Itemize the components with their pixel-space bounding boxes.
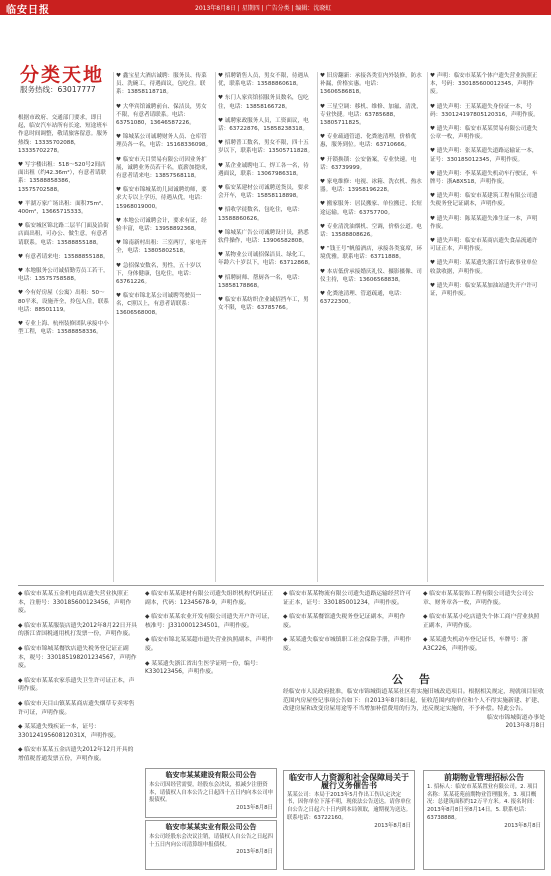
issue-info: 2013年8月8日 | 星期四 | 广告分类 | 编辑：沈晓虹: [195, 5, 332, 12]
box-body: 某某公司：本局于2013年5月作出工伤认定决定书，因你单位下落不明，现依法公告送达。请你单位自公告之日起六十日内到本局领取，逾期视为送达。联系电话：63722160。: [287, 791, 411, 821]
box-date: 2013年8月8日: [236, 849, 273, 856]
classified-item: ♥ 本地公司诚聘会计，要求有证，经验丰富，电话：13958892368。: [116, 217, 207, 233]
box-title: 临安市人力资源和社会保障局关于履行义务催告书: [289, 773, 409, 790]
box-title: 前期物业管理招标公告: [444, 773, 524, 782]
classified-item: ♥ 招聘普工数名，男女不限，四十五岁以下，联系电话：13505711828。: [218, 140, 314, 155]
public-notice: [283, 673, 545, 730]
classified-item: ♥ 搬家服务：居民搬家、单位搬迁、长短途运输。电话：63757700。: [320, 201, 422, 216]
box-date: 2013年8月8日: [504, 822, 541, 829]
box-title: 临安市某某实业有限公司公告: [165, 823, 257, 831]
classified-item: ♥ 临安城区锦北路二层半门面及沿街店面出租，可办公、做生意，有意者请联系。电话：13588855188。: [18, 223, 109, 246]
classified-item: ◆ 临安市某某农业开发有限公司遗失开户许可证，核准号：J3310001234501，声明作废。: [145, 614, 274, 629]
classified-item: ♥ 遗失声明：临安市某商店遗失食品流通许可证正本，声明作废。: [430, 238, 538, 253]
public-notice-signature: 临安市锦城街道办事处: [487, 714, 545, 721]
classified-item: ♥ 临安某建材公司诚聘送货员，要求会开车，电话：15858118898。: [218, 185, 309, 200]
classified-item: ♥ 锦城某公司诚聘财务人员、仓库管理员各一名，电话：15168336098。: [116, 134, 212, 149]
classified-item: ♥ 本地服务公司诚招勤劳员工若干，电话：13575758588。: [18, 268, 109, 283]
classified-item: ♥ 临安市天目贸易有限公司因业务扩展，诚聘业务员若干名，底薪加提成，有意者请来电：13857568118。: [116, 156, 212, 180]
classified-item: ♥ 临安市锦城某幼儿园诚聘幼师，要求大专以上学历，待遇从优，电话：15968019000。: [116, 187, 207, 210]
classified-item: ◆ 临安市某某五金店遗失2012年12月开具的增值税普通发票五份，声明作废。: [18, 747, 134, 762]
public-notice-title: 公 告: [392, 673, 436, 686]
classified-item: ◆ 临安市锦城某餐饮店遗失税务登记证正副本，税号：330185198201234567，声明作废。: [18, 645, 137, 670]
classified-item: ◆ 某某遗失机动车登记证书，车牌号：浙A3C226，声明作废。: [423, 637, 528, 652]
classified-item: ♥ 今有好房屋（公寓）出租：50～80平米，设施齐全，拎包入住，联系电话：88501119。: [18, 290, 110, 313]
classified-item: ♥ “钱王号”帆船酒店，承接各类宴席，环境优雅。联系电话：63711888。: [320, 246, 423, 261]
classified-item: ♥ 三星空调：移机、维修、加氟、清洗，专业快捷。电话：63785688，13805711825。: [320, 103, 422, 127]
classified-item: ♥ 有意者请来电：13588855188。: [18, 253, 109, 260]
classified-item: ♥ 某物业公司诚招保洁员、绿化工，年龄六十岁以下，电话：63712868。: [218, 252, 314, 267]
classified-item: ♥ 开锁换锁：公安备案，专业快速。电话：63739999。: [320, 156, 417, 171]
section-divider: [18, 585, 544, 586]
classified-item: ♥ 化粪池清理、管道疏通，电话：63722300。: [320, 291, 406, 306]
classified-item: ♥ 专业疏通管道、化粪池清理，价格优惠，服务到位。电话：63710666。: [320, 134, 417, 149]
classified-item: ♥ 专业上海、杭州装修团队承接中小型工程，电话：13588858336。: [18, 321, 109, 336]
column-divider: [427, 72, 428, 582]
classified-item: ◆ 某某遗失残疾证一本，证号：33012419560812031X，声明作废。: [18, 724, 120, 739]
classified-item: ♥ 鑫宝星大酒店诚聘：服务员、传菜员、洗碗工，待遇面议，包吃住。联系：13858118718。: [116, 73, 207, 96]
classified-item: ♥ 写字楼出租：518～520号2间店面出租（约42.36m²），有意者请联系：13588858386，13575702588。: [18, 162, 107, 193]
classified-item: ♥ 锦南新村出租：三室两厅，家电齐全，电话：13805802518。: [116, 240, 207, 255]
public-notice-date: 2013年8月8日: [505, 723, 545, 730]
classified-item: ♥ 招聘厨师、帮厨各一名，电话：13858178868。: [218, 274, 304, 289]
classified-item: ♥ 遗失声明：临安市某某贸易有限公司遗失公章一枚，声明作废。: [430, 126, 538, 141]
classified-item: ♥ 家电维修：电视、冰箱、洗衣机、热水器。电话：13958196228。: [320, 179, 422, 194]
company-notice-box: [145, 768, 277, 818]
tender-notice-box: [423, 770, 545, 870]
classified-item: ♥ 遗失声明：某某遗失浙江省行政事业单位收款收据，声明作废。: [430, 260, 538, 275]
classified-item: ♥ 遗失声明：陈某某遗失准生证一本，声明作废。: [430, 215, 538, 230]
classified-column-2: [116, 72, 212, 582]
classified-item: ♥ 平湖万家广场出租：面积75m²、400m²，13665715333。: [18, 200, 107, 216]
box-title: 临安市某某建设有限公司公告: [165, 771, 257, 779]
classified-item: ♥ 临安市锦北某公司诚聘驾驶员一名，C照以上，有意者请联系：13606568008。: [116, 293, 202, 316]
classified-item: ◆ 临安市某某小吃店遗失个体工商户营业执照正副本，声明作废。: [423, 614, 540, 629]
classified-item: ◆ 某某遗失临安市城镇职工社会保险手册，声明作废。: [283, 637, 412, 652]
column-divider: [215, 72, 216, 582]
classified-item: ♥ 诚聘家政服务人员，工资面议，电话：63722876，15858238318。: [218, 117, 309, 133]
classified-item: ◆ 临安市某某五金机电商店遗失营业执照正本，注册号：330185600123456，声明作废。: [18, 591, 132, 615]
company-notice-box: [145, 820, 277, 870]
classified-item: 根据市政府、交通部门要求，即日起，临安汽车站所有长途、短途班车作息时间调整，敬请旅客留意。服务热线：13335702088，13335702278。: [18, 115, 108, 154]
public-notice-body: 经临安市人民政府批准，临安市锦城街道某某社区将实施旧城改造项目。根据相关规定，现就项目征收范围内房屋登记事项公告如下：自2013年8月8日起，征收范围内的单位和个人不得实施新建、扩建、改建房屋和改变房屋用途等不当增加补偿费用的行为，违反规定实施的，不予补偿。特此公告。: [283, 689, 544, 713]
classified-item: ♥ 锦城某广告公司诚聘设计员，熟悉软件操作，电话：13906582808。: [218, 229, 309, 245]
classified-item: ◆ 临安市某某物流有限公司遗失道路运输经营许可证正本，证号：330185001234，声明作废。: [283, 591, 412, 606]
box-date: 2013年8月8日: [236, 805, 273, 812]
classified-item: ◆ 某某遗失浙江省出生医学证明一份，编号：K330123456，声明作废。: [145, 660, 262, 676]
box-body: 本公司经股东会决议注销，请债权人自公告之日起四十五日内向公司清算组申报债权。: [149, 833, 273, 848]
classified-item: ◆ 临安市天目山镇某某商店遗失烟草专卖零售许可证，声明作废。: [18, 700, 135, 716]
newspaper-logo: 临安日报: [6, 5, 50, 16]
classified-item: ♥ 招聘销售人员，男女不限，待遇从优，联系电话：13588860618。: [218, 73, 309, 88]
classified-column-1: [18, 114, 111, 582]
classified-item: ♥ 旧房翻新：承接各类室内外装修，防水补漏，价格实惠。电话：13606586818。: [320, 73, 422, 96]
masthead: [0, 0, 551, 15]
classified-column-3: [218, 72, 314, 582]
classified-item: ♥ 专业清洗油烟机、空调，价格公道。电话：13588808626。: [320, 223, 422, 239]
classified-item: ◆ 临安市某某农家乐遗失卫生许可证正本，声明作废。: [18, 677, 135, 693]
column-divider: [113, 72, 114, 582]
classified-item: ♥ 某企业诚聘电工、焊工各一名，待遇面议，联系：13067986318。: [218, 162, 309, 177]
classified-item: ♥ 声明：临安市某某个体户遗失营业执照正本，号码：330185600012345，声明作废。: [430, 73, 538, 96]
classified-item: ♥ 遗失声明：李某某遗失机动车行驶证，车牌号：浙A8X518，声明作废。: [430, 170, 538, 186]
classified-item: ◆ 临安市某某建材有限公司遗失组织机构代码证正副本，代码：12345678-9，声明作废。: [145, 591, 274, 606]
classified-item: ♥ 急招保安数名，男性，五十岁以下，身体健康，包吃住，电话：63761226。: [116, 262, 202, 286]
notice-column-1: [18, 590, 138, 860]
classified-item: ♥ 遗失声明：王某某遗失身份证一本，号码：330124197805120316，声明作废。: [430, 103, 539, 118]
box-body: 本公司因经营需要，经股东会决议，拟减少注册资本，请债权人自本公告之日起四十五日内向本公司申报债权。: [149, 781, 273, 804]
classified-item: ♥ 本店低价承接婚庆礼仪、摄影摄像、司仪主持，电话：13606568838。: [320, 268, 422, 283]
hr-bureau-notice-box: [283, 770, 415, 870]
column-divider: [317, 72, 318, 582]
classified-item: ♥ 招收学徒数名，包吃住，电话：13588860626。: [218, 207, 304, 222]
classified-item: ◆ 临安市锦北某某超市遗失营业执照副本，声明作废。: [145, 637, 274, 652]
notice-column-2: [145, 590, 277, 760]
box-date: 2013年8月8日: [374, 822, 411, 829]
notice-column-3: [283, 590, 415, 680]
section-title: 分类天地: [20, 64, 105, 86]
classified-item: ◆ 临安市某某服装店遗失2012年8月22日开具的浙江省国税通用机打发票一份，声明作废。: [18, 622, 138, 638]
classified-item: ◆ 临安市某某餐馆遗失税务登记证副本，声明作废。: [283, 614, 406, 629]
classified-item: ♥ 东门人家宾馆招服务员数名，包吃住，电话：13858166728。: [218, 95, 309, 110]
classified-column-4: [320, 72, 424, 582]
hotline: 服务热线：63017777: [20, 85, 96, 94]
classified-item: ♥ 遗失声明：张某某遗失道路运输证一本，证号：330185012345，声明作废。: [430, 148, 538, 163]
classified-column-5: [430, 72, 540, 582]
box-body: 1. 招标人：临安市某某置业有限公司。2. 项目名称：某某花苑前期物业管理服务。3. 项目概况：总建筑面积约12万平方米。4. 报名时间：2013年8月8日至8月14日。5. 联系电话：63738888。: [427, 783, 538, 821]
classified-item: ♥ 遗失声明：临安某某加油站遗失开户许可证，声明作废。: [430, 282, 538, 298]
classified-item: ◆ 临安市某某装饰工程有限公司遗失公司公章、财务章各一枚，声明作废。: [423, 591, 534, 606]
classified-item: ♥ 临安市某纺织企业诚招挡车工，男女不限，电话：63785766。: [218, 297, 309, 312]
classified-item: ♥ 遗失声明：临安市某建筑工程有限公司遗失税务登记证副本，声明作废。: [430, 193, 538, 208]
classified-item: ♥ 大华宾馆诚聘前台、保洁员，男女不限，有意者请联系。电话：63751080，13646587226。: [116, 103, 207, 127]
notice-column-4: [423, 590, 545, 680]
